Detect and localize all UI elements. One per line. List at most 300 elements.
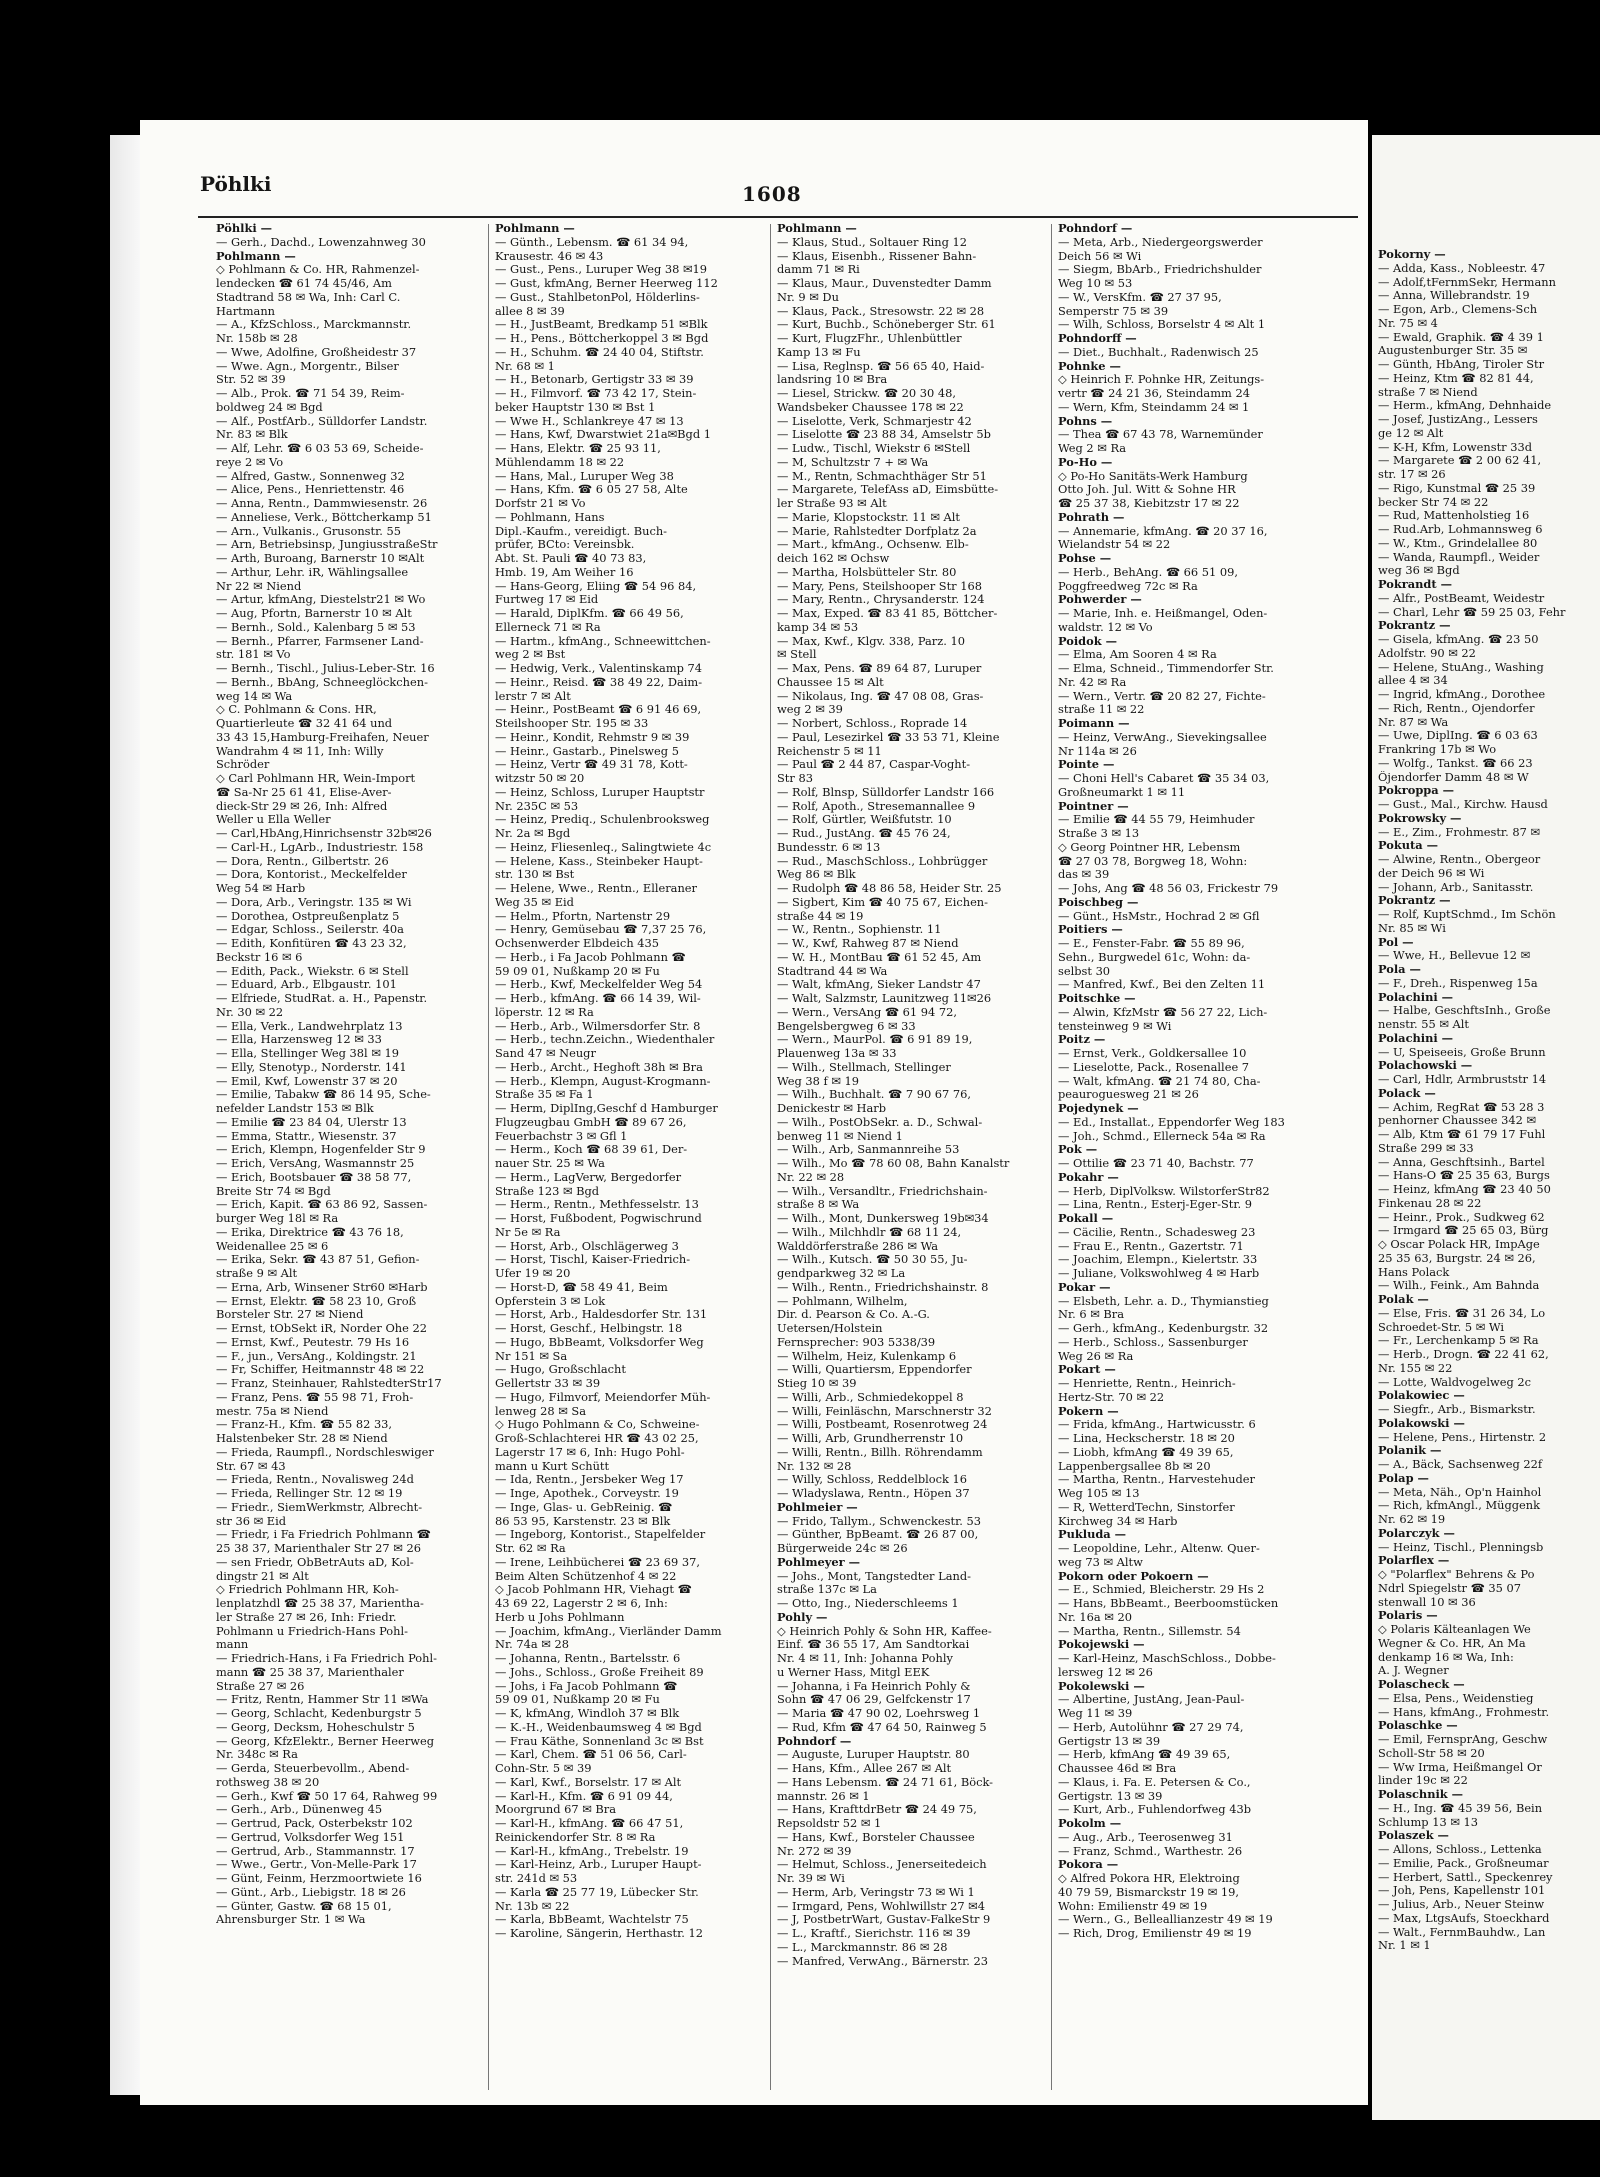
directory-entry-line: ◇ Po-Ho Sanitäts-Werk Hamburg (1058, 469, 1248, 483)
directory-entry-line: straße 8 ✉ Wa (777, 1198, 860, 1212)
directory-entry-line: Pohlmeier — (777, 1500, 858, 1514)
directory-entry-line: Nr. 74a ✉ 28 (495, 1638, 569, 1652)
directory-entry-line: 59 09 01, Nußkamp 20 ✉ Fu (495, 964, 660, 978)
directory-entry-line: — Kurt, Arb., Fuhlendorfweg 43b (1058, 1803, 1251, 1817)
directory-entry-line: — Siegfr., Arb., Bismarkstr. (1378, 1403, 1536, 1416)
directory-entry-line: Wielandstr 54 ✉ 22 (1058, 538, 1171, 552)
directory-entry-line: Pokuta — (1378, 839, 1439, 853)
directory-entry-line: — Gerh., Dachd., Lowenzahnweg 30 (216, 235, 426, 249)
directory-entry-line: Pola — (1378, 963, 1421, 976)
directory-entry-line: — Paul ☎ 2 44 87, Caspar-Voght- (777, 758, 971, 772)
directory-entry-line: Beckstr 16 ✉ 6 (216, 950, 303, 964)
directory-entry-line: Schroedet-Str. 5 ✉ Wi (1378, 1320, 1505, 1334)
directory-entry-line: reye 2 ✉ Vo (216, 455, 284, 469)
directory-entry-line: — W., Kwf, Rahweg 87 ✉ Niend (777, 937, 959, 950)
listing-column-4 (1058, 222, 1356, 1941)
directory-entry-line: — Wwe., Gertr., Von-Melle-Park 17 (216, 1858, 417, 1872)
directory-entry-line: Pokora — (1058, 1858, 1119, 1872)
directory-entry-line: weg 2 ✉ 39 (777, 703, 843, 717)
directory-entry-line: — Klaus, Pack., Stresowstr. 22 ✉ 28 (777, 304, 985, 318)
directory-entry-line: nefelder Landstr 153 ✉ Blk (216, 1102, 374, 1115)
running-header-name: Pöhlki (200, 172, 272, 196)
directory-entry-line: — Arthur, Lehr. iR, Wählingsallee (216, 565, 409, 579)
directory-entry-line: Nr. 348c ✉ Ra (216, 1748, 298, 1762)
directory-entry-line: — Alice, Pens., Henriettenstr. 46 (216, 483, 405, 497)
directory-entry-line: Nr. 16a ✉ 20 (1058, 1610, 1132, 1624)
directory-entry-line: — Heinr., Kondit, Rehmstr 9 ✉ 39 (495, 730, 690, 744)
directory-entry-line: becker Str 74 ✉ 22 (1378, 495, 1489, 509)
directory-entry-line: — Wilh., Arb, Sanmannreihe 53 (777, 1143, 960, 1157)
directory-entry-line: Quartierleute ☎ 32 41 64 und (216, 717, 393, 730)
directory-entry-line: — Alf., PostfArb., Sülldorfer Landstr. (216, 414, 428, 428)
directory-entry-line: — Gust., Pens., Luruper Weg 38 ✉19 (495, 263, 708, 277)
directory-entry-line: — Wolfg., Tankst. ☎ 66 23 (1378, 756, 1533, 770)
directory-entry-line: — Rudolph ☎ 48 86 58, Heider Str. 25 (777, 882, 1002, 895)
directory-entry-line: Flugzeugbau GmbH ☎ 89 67 26, (495, 1115, 687, 1129)
directory-entry-line: — Rich, kfmAngl., Müggenk (1378, 1499, 1541, 1513)
directory-entry-line: — Hans, Elektr. ☎ 25 93 11, (495, 442, 661, 455)
directory-entry-line: Nr. 85 ✉ Wi (1378, 921, 1446, 935)
directory-entry-line: Poischbeg — (1058, 895, 1139, 909)
directory-entry-line: Ahrensburger Str. 1 ✉ Wa (216, 1913, 366, 1927)
directory-entry-line: Polarczyk — (1378, 1526, 1455, 1540)
directory-entry-line: das ✉ 39 (1058, 868, 1110, 882)
directory-entry-line: — Irene, Leihbücherei ☎ 23 69 37, (495, 1555, 700, 1569)
directory-entry-line: — Hans, Kwf., Borsteler Chaussee (777, 1830, 975, 1844)
directory-entry-line: straße 137c ✉ La (777, 1583, 877, 1597)
directory-entry-line: — K-H, Kfm, Lowenstr 33d (1378, 440, 1533, 454)
directory-page (140, 120, 1368, 2105)
directory-entry-line: Dorfstr 21 ✉ Vo (495, 497, 586, 510)
directory-entry-line: — W. H., MontBau ☎ 61 52 45, Am (777, 950, 982, 964)
directory-entry-line: ◇ Alfred Pokora HR, Elektroing (1058, 1872, 1240, 1885)
directory-entry-line: — Hans-Georg, Eliing ☎ 54 96 84, (495, 579, 697, 593)
directory-entry-line: — Manfred, VerwAng., Bärnerstr. 23 (777, 1954, 989, 1968)
directory-entry-line: — Rolf, Apoth., Stresemannallee 9 (777, 799, 976, 813)
directory-entry-line: tensteinweg 9 ✉ Wi (1058, 1019, 1172, 1033)
directory-entry-line: — Lina, Rentn., Esterj-Eger-Str. 9 (1058, 1198, 1253, 1212)
directory-entry-line: Großneumarkt 1 ✉ 11 (1058, 785, 1186, 799)
directory-entry-line: Öjendorfer Damm 48 ✉ W (1378, 770, 1529, 784)
directory-entry-line: Pohns — (1058, 414, 1113, 428)
directory-entry-line: Nr. 6 ✉ Bra (1058, 1308, 1125, 1322)
directory-entry-line: Breite Str 74 ✉ Bgd (216, 1184, 331, 1198)
directory-entry-line: Pohrath — (1058, 510, 1125, 524)
directory-entry-line: — Johann, Arb., Sanitasstr. (1378, 880, 1534, 894)
directory-entry-line: — Frido, Tallym., Schwenckestr. 53 (777, 1514, 982, 1528)
directory-entry-line: — Bernh., BbAng, Schneeglöckchen- (216, 675, 428, 689)
directory-entry-line: ◇ Hugo Pohlmann & Co, Schweine- (495, 1418, 700, 1432)
directory-entry-line: — Horst, Arb., Olschlägerweg 3 (495, 1239, 679, 1253)
directory-entry-line: — Paul, Lesezirkel ☎ 33 53 71, Kleine (777, 730, 1000, 744)
directory-entry-line: boldweg 24 ✉ Bgd (216, 400, 323, 414)
directory-entry-line: Straße 123 ✉ Bgd (495, 1184, 600, 1198)
directory-entry-line: — Gertrud, Pack, Osterbekstr 102 (216, 1817, 413, 1830)
directory-entry-line: straße 9 ✉ Alt (216, 1267, 298, 1280)
directory-entry-line: — Charl, Lehr ☎ 59 25 03, Fehr (1378, 605, 1566, 619)
directory-entry-line: Str. 67 ✉ 43 (216, 1459, 286, 1473)
directory-entry-line: — Lieselotte, Pack., Rosenallee 7 (1058, 1060, 1250, 1074)
directory-entry-line: — Artur, kfmAng, Diestelstr21 ✉ Wo (216, 593, 426, 607)
directory-entry-line: der Deich 96 ✉ Wi (1378, 866, 1485, 880)
directory-entry-line: — Meta, Näh., Op'n Hainhol (1378, 1485, 1542, 1499)
directory-entry-line: — Alb, Ktm ☎ 61 79 17 Fuhl (1378, 1128, 1546, 1141)
directory-entry-line: — Heinz, Prediq., Schulenbrooksweg (495, 813, 710, 827)
directory-entry-line: Weg 11 ✉ 39 (1058, 1707, 1133, 1720)
directory-entry-line: — Wilh., Mo ☎ 78 60 08, Bahn Kanalstr (777, 1157, 1010, 1170)
directory-entry-line: — Heinr., PostBeamt ☎ 6 91 46 69, (495, 703, 702, 717)
directory-entry-line: — H., Filmvorf. ☎ 73 42 17, Stein- (495, 387, 697, 400)
directory-entry-line: — W., Rentn., Sophienstr. 11 (777, 923, 942, 937)
directory-entry-line: Polaris — (1378, 1609, 1438, 1623)
directory-entry-line: — Ingrid, kfmAng., Dorothee (1378, 688, 1546, 701)
directory-entry-line: — Ww Irma, Heißmangel Or (1378, 1760, 1542, 1774)
directory-entry-line: — Frieda, Raumpfl., Nordschleswiger (216, 1445, 434, 1459)
directory-entry-line: Pohnke — (1058, 359, 1121, 373)
directory-entry-line: — Karl-H., kfmAng., Trebelstr. 19 (495, 1844, 689, 1858)
directory-entry-line: — Ottilie ☎ 23 71 40, Bachstr. 77 (1058, 1157, 1254, 1170)
directory-entry-line: Weg 38 f ✉ 19 (777, 1074, 860, 1088)
directory-entry-line: — Johanna, i Fa Heinrich Pohly & (777, 1679, 971, 1693)
directory-entry-line: Weller u Ella Weller (216, 813, 331, 827)
directory-entry-line: Kirchweg 34 ✉ Harb (1058, 1514, 1178, 1528)
directory-entry-line: — Ludw., Tischl, Wiekstr 6 ✉Stell (777, 442, 971, 455)
directory-entry-line: denkamp 16 ✉ Wa, Inh: (1378, 1650, 1514, 1664)
directory-entry-line: str. 17 ✉ 26 (1378, 468, 1446, 481)
directory-entry-line: Plauenweg 13a ✉ 33 (777, 1047, 897, 1060)
directory-entry-line: — Herb., Archt., Heghoft 38h ✉ Bra (495, 1060, 703, 1074)
directory-entry-line: — Harald, DiplKfm. ☎ 66 49 56, (495, 607, 684, 620)
directory-entry-line: Pohndorf — (777, 1734, 852, 1748)
directory-entry-line: Straße 299 ✉ 33 (1378, 1141, 1474, 1155)
directory-entry-line: Pohlmann — (495, 222, 575, 235)
directory-entry-line: Nr. 83 ✉ Blk (216, 428, 288, 442)
directory-entry-line: — Kurt, Buchb., Schöneberger Str. 61 (777, 318, 996, 332)
directory-entry-line: — Pohlmann, Hans (495, 510, 605, 524)
directory-entry-line: — Helm., Pfortn, Nartenstr 29 (495, 909, 671, 923)
directory-entry-line: Polarflex — (1378, 1554, 1450, 1568)
directory-entry-line: — Helmut, Schloss., Jenerseitedeich (777, 1858, 987, 1872)
directory-entry-line: witzstr 50 ✉ 20 (495, 772, 585, 785)
directory-entry-line: — Heinz, kfmAng ☎ 23 40 50 (1378, 1183, 1551, 1196)
directory-entry-line: — Herb, Autolühnr ☎ 27 29 74, (1058, 1720, 1244, 1734)
directory-entry-line: — Anna, Willebrandstr. 19 (1378, 289, 1530, 303)
directory-entry-line: Polachowski — (1378, 1059, 1473, 1073)
directory-entry-line: — Arth, Buroang, Barnerstr 10 ✉Alt (216, 552, 425, 565)
directory-entry-line: Nr. 132 ✉ 28 (777, 1459, 852, 1473)
directory-entry-line: mann u Kurt Schütt (495, 1459, 610, 1473)
directory-entry-line: deich 162 ✉ Ochsw (777, 552, 890, 565)
directory-entry-line: — Gerh., Kwf ☎ 50 17 64, Rahweg 99 (216, 1789, 438, 1803)
directory-entry-line: mestr. 75a ✉ Niend (216, 1404, 329, 1418)
directory-entry-line: — Ernst, tObSekt iR, Norder Ohe 22 (216, 1322, 427, 1335)
directory-entry-line: — Rigo, Kunstmal ☎ 25 39 (1378, 481, 1536, 495)
directory-entry-line: — Wilhelm, Heiz, Kulenkamp 6 (777, 1349, 957, 1363)
directory-entry-line: — Wladyslawa, Rentn., Höpen 37 (777, 1487, 970, 1500)
directory-entry-line: Pol — (1378, 935, 1414, 949)
directory-entry-line: selbst 30 (1058, 964, 1111, 978)
directory-entry-line: Nr. 1 ✉ 1 (1378, 1939, 1431, 1953)
directory-entry-line: weg 73 ✉ Altw (1058, 1555, 1143, 1569)
directory-entry-line: Poitz — (1058, 1033, 1106, 1047)
directory-entry-line: Pointe — (1058, 758, 1115, 772)
directory-entry-line: — Erich, Bootsbauer ☎ 38 58 77, (216, 1170, 412, 1184)
directory-entry-line: Sehn., Burgwedel 61c, Wohn: da- (1058, 950, 1251, 964)
directory-entry-line: — Wern., MaurPol. ☎ 6 91 89 19, (777, 1033, 973, 1047)
directory-entry-line: beker Hauptstr 130 ✉ Bst 1 (495, 400, 656, 414)
directory-entry-line: Nr. 62 ✉ 19 (1378, 1513, 1446, 1526)
directory-entry-line: Beim Alten Schützenhof 4 ✉ 22 (495, 1569, 677, 1583)
directory-entry-line: — Arn., Vulkanis., Grusonstr. 55 (216, 524, 402, 538)
directory-entry-line: — Rud.Arb, Lohmannsweg 6 (1378, 523, 1543, 536)
directory-entry-line: — Martha, Rentn., Harvestehuder (1058, 1473, 1255, 1487)
directory-entry-line: Abt. St. Pauli ☎ 40 73 83, (495, 552, 647, 565)
directory-entry-line: — Ewald, Graphik. ☎ 4 39 1 (1378, 330, 1544, 344)
directory-entry-line: ler Straße 27 ✉ 26, Inh: Friedr. (216, 1610, 397, 1624)
directory-entry-line: Nr 114a ✉ 26 (1058, 744, 1137, 758)
listing-column-5 (1378, 248, 1600, 1953)
directory-entry-line: Pokojewski — (1058, 1638, 1145, 1652)
directory-entry-line: — Günt., HsMstr., Hochrad 2 ✉ Gfl (1058, 909, 1260, 923)
directory-entry-line: Poitschke — (1058, 992, 1136, 1005)
directory-entry-line: weg 2 ✉ Bst (495, 648, 566, 662)
directory-entry-line: — Hans Lebensm. ☎ 24 71 61, Böck- (777, 1775, 994, 1789)
directory-entry-line: — Choni Hell's Cabaret ☎ 35 34 03, (1058, 772, 1270, 785)
directory-entry-line: 40 79 59, Bismarckstr 19 ✉ 19, (1058, 1885, 1240, 1899)
directory-entry-line: — Emilie, Pack., Großneumar (1378, 1856, 1549, 1870)
directory-entry-line: — Günth., Lebensm. ☎ 61 34 94, (495, 235, 689, 249)
directory-entry-line: — Edith, Pack., Wiekstr. 6 ✉ Stell (216, 964, 409, 978)
directory-entry-line: — Liobh, kfmAng ☎ 49 39 65, (1058, 1445, 1234, 1459)
directory-entry-line: — Edgar, Schloss., Seilerstr. 40a (216, 923, 404, 937)
directory-entry-line: Pokorn oder Pokoern — (1058, 1569, 1209, 1583)
directory-entry-line: — Wern, Kfm, Steindamm 24 ✉ 1 (1058, 400, 1250, 414)
directory-entry-line: Steilshooper Str. 195 ✉ 33 (495, 717, 649, 730)
directory-entry-line: — A., Bäck, Sachsenweg 22f (1378, 1458, 1543, 1471)
directory-entry-line: str. 241d ✉ 53 (495, 1872, 578, 1885)
directory-entry-line: Weg 35 ✉ Eid (495, 895, 574, 909)
directory-entry-line: Nr. 30 ✉ 22 (216, 1005, 284, 1019)
directory-entry-line: Pointner — (1058, 799, 1129, 813)
directory-entry-line: Einf. ☎ 36 55 17, Am Sandtorkai (777, 1638, 970, 1652)
directory-entry-line: — Anna, Geschftsinh., Bartel (1378, 1155, 1545, 1169)
directory-entry-line: Hans Polack (1378, 1265, 1450, 1279)
directory-entry-line: Dipl.-Kaufm., vereidigt. Buch- (495, 524, 668, 538)
directory-entry-line: — Helene, Kass., Steinbeker Haupt- (495, 854, 703, 868)
directory-entry-line: — Willi, Postbeamt, Rosenrotweg 24 (777, 1418, 988, 1432)
directory-entry-line: Reinickendorfer Str. 8 ✉ Ra (495, 1830, 656, 1844)
directory-entry-line: Pojedynek — (1058, 1102, 1139, 1115)
directory-entry-line: — Lotte, Waldvogelweg 2c (1378, 1375, 1532, 1389)
directory-entry-line: — H., JustBeamt, Bredkamp 51 ✉Blk (495, 318, 708, 332)
directory-entry-line: ☎ Sa-Nr 25 61 41, Elise-Aver- (216, 785, 392, 799)
directory-entry-line: Finkenau 28 ✉ 22 (1378, 1196, 1482, 1210)
directory-entry-line: Nr. 22 ✉ 28 (777, 1170, 845, 1184)
directory-entry-line: Gertigstr 13 ✉ 39 (1058, 1734, 1161, 1748)
directory-entry-line: burger Weg 18l ✉ Ra (216, 1212, 339, 1225)
directory-entry-line: — Hans-O ☎ 25 35 63, Burgs (1378, 1169, 1550, 1183)
directory-entry-line: — Georg, Schlacht, Kedenburgstr 5 (216, 1707, 422, 1720)
directory-entry-line: — Herb., Drogn. ☎ 22 41 62, (1378, 1348, 1549, 1361)
directory-entry-line: Poggfreedweg 72c ✉ Ra (1058, 579, 1198, 593)
listing-column-2 (495, 222, 763, 1941)
directory-entry-line: — W., Ktm., Grindelallee 80 (1378, 536, 1538, 550)
directory-entry-line: — Wilh., Milchhdlr ☎ 68 11 24, (777, 1225, 962, 1239)
directory-entry-line: — Willi, Arb., Schmiedekoppel 8 (777, 1390, 964, 1404)
directory-entry-line: — Frieda, Rellinger Str. 12 ✉ 19 (216, 1487, 403, 1500)
directory-entry-line: str 36 ✉ Eid (216, 1514, 287, 1528)
directory-entry-line: Polanik — (1378, 1444, 1442, 1458)
directory-entry-line: Polakowski — (1378, 1416, 1465, 1430)
directory-entry-line: Nr. 75 ✉ 4 (1378, 316, 1438, 330)
directory-entry-line: — Erika, Direktrice ☎ 43 76 18, (216, 1225, 404, 1239)
directory-entry-line: — Meta, Arb., Niedergeorgswerder (1058, 235, 1263, 249)
directory-entry-line: — Heinz, Vertr ☎ 49 31 78, Kott- (495, 758, 688, 772)
directory-entry-line: Augustenburger Str. 35 ✉ (1378, 344, 1528, 358)
directory-entry-line: — Wilh., Buchhalt. ☎ 7 90 67 76, (777, 1088, 972, 1102)
directory-entry-line: — Ed., Installat., Eppendorfer Weg 183 (1058, 1115, 1285, 1129)
directory-entry-line: Schlump 13 ✉ 13 (1378, 1815, 1478, 1829)
directory-entry-line: — Julius, Arb., Neuer Steinw (1378, 1898, 1545, 1911)
directory-entry-line: — Hans, kfmAng., Frohmestr. (1378, 1705, 1550, 1719)
directory-entry-line: Po-Ho — (1058, 455, 1113, 469)
directory-entry-line: — Wanda, Raumpfl., Weider (1378, 550, 1540, 564)
directory-entry-line: Nr 22 ✉ Niend (216, 579, 302, 593)
directory-entry-line: — Willi, Arb, Grundherrenstr 10 (777, 1432, 964, 1445)
directory-entry-line: 25 38 37, Marienthaler Str 27 ✉ 26 (216, 1542, 421, 1555)
directory-entry-line: — Cäcilie, Rentn., Schadesweg 23 (1058, 1225, 1256, 1239)
directory-entry-line: — Erna, Arb, Winsener Str60 ✉Harb (216, 1280, 428, 1294)
directory-entry-line: — Horst-D, ☎ 58 49 41, Beim (495, 1280, 668, 1294)
directory-entry-line: Dir. d. Pearson & Co. A.-G. (777, 1308, 930, 1322)
directory-entry-line: Pokrantz — (1378, 894, 1451, 908)
directory-entry-line: — Wwe, Adolfine, Großheidestr 37 (216, 345, 417, 359)
directory-entry-line: — Willi, Quartiersm, Eppendorfer (777, 1363, 972, 1377)
directory-entry-line: — Juliane, Volkswohlweg 4 ✉ Harb (1058, 1267, 1260, 1280)
directory-entry-line: — Emil, Kwf, Lowenstr 37 ✉ 20 (216, 1074, 398, 1088)
directory-entry-line: Straße 27 ✉ 26 (216, 1679, 305, 1693)
directory-entry-line: Polachini — (1378, 990, 1454, 1004)
directory-entry-line: — Klaus, i. Fa. E. Petersen & Co., (1058, 1775, 1251, 1789)
directory-entry-line: Polascheck — (1378, 1678, 1465, 1691)
directory-entry-line: Kamp 13 ✉ Fu (777, 345, 861, 359)
directory-entry-line: Otto Joh. Jul. Witt & Sohne HR (1058, 483, 1236, 497)
directory-entry-line: A. J. Wegner (1378, 1664, 1449, 1678)
directory-entry-line: Nr. 13b ✉ 22 (495, 1899, 570, 1913)
directory-entry-line: — Erich, VersAng, Wasmannstr 25 (216, 1157, 415, 1170)
directory-entry-line: — Franz, Pens. ☎ 55 98 71, Froh- (216, 1390, 414, 1404)
directory-entry-line: Weg 2 ✉ Ra (1058, 442, 1127, 455)
directory-entry-line: rothsweg 38 ✉ 20 (216, 1775, 320, 1789)
directory-entry-line: Pohly — (777, 1610, 828, 1624)
directory-entry-line: — Günt., Arb., Liebigstr. 18 ✉ 26 (216, 1885, 406, 1899)
directory-entry-line: — Willi, Feinläschn, Marschnerstr 32 (777, 1404, 992, 1418)
directory-entry-line: Polaschke — (1378, 1719, 1458, 1733)
directory-entry-line: — Liselotte ☎ 23 88 34, Amselstr 5b (777, 428, 991, 442)
directory-entry-line: — Rolf, Blnsp, Sülldorfer Landstr 166 (777, 785, 995, 799)
directory-entry-line: — Mary, Rentn., Chrysanderstr. 124 (777, 593, 985, 607)
directory-entry-line: — Aug., Arb., Teerosenweg 31 (1058, 1830, 1233, 1844)
directory-entry-line: — Gerh., Arb., Dünenweg 45 (216, 1803, 383, 1817)
directory-entry-line: — Herm., Koch ☎ 68 39 61, Der- (495, 1143, 688, 1157)
directory-entry-line: — sen Friedr, ObBetrAuts aD, Kol- (216, 1555, 414, 1569)
directory-entry-line: Pokar — (1058, 1280, 1111, 1294)
directory-entry-line: — Frida, kfmAng., Hartwicusstr. 6 (1058, 1418, 1256, 1432)
directory-entry-line: — Herb., Klempn, August-Krogmann- (495, 1074, 711, 1088)
directory-entry-line: nenstr. 55 ✉ Alt (1378, 1018, 1469, 1031)
directory-entry-line: — Horst, Geschf., Helbingstr. 18 (495, 1322, 683, 1335)
directory-entry-line: — Elsbeth, Lehr. a. D., Thymianstieg (1058, 1294, 1269, 1308)
directory-entry-line: — Henry, Gemüsebau ☎ 7,37 25 76, (495, 923, 707, 937)
directory-entry-line: — Hans, Kfm., Allee 267 ✉ Alt (777, 1762, 952, 1775)
directory-entry-line: lerstr 7 ✉ Alt (495, 689, 571, 703)
directory-entry-line: Lappenbergsallee 8b ✉ 20 (1058, 1459, 1211, 1473)
directory-entry-line: Repsoldstr 52 ✉ 1 (777, 1817, 882, 1830)
directory-entry-line: — Friedrich-Hans, i Fa Friedrich Pohl- (216, 1652, 437, 1665)
directory-entry-line: ◇ C. Pohlmann & Cons. HR, (216, 703, 377, 717)
directory-entry-line: — Frau Käthe, Sonnenland 3c ✉ Bst (495, 1734, 704, 1748)
directory-entry-line: — Elsa, Pens., Weidenstieg (1378, 1691, 1534, 1705)
directory-entry-line: Pokolewski — (1058, 1679, 1145, 1693)
directory-entry-line: — Ernst, Kwf., Peutestr. 79 Hs 16 (216, 1335, 410, 1349)
directory-entry-line: Wandsbeker Chaussee 178 ✉ 22 (777, 400, 964, 414)
directory-entry-line: — Rich, Rentn., Ojendorfer (1378, 701, 1535, 715)
directory-entry-line: 59 09 01, Nußkamp 20 ✉ Fu (495, 1693, 660, 1707)
directory-entry-line: — Lisa, Reglnsp. ☎ 56 65 40, Haid- (777, 359, 985, 373)
directory-entry-line: Polaschnik — (1378, 1788, 1464, 1801)
directory-entry-line: — Bernh., Sold., Kalenbarg 5 ✉ 53 (216, 620, 416, 634)
directory-entry-line: Moorgrund 67 ✉ Bra (495, 1803, 617, 1817)
directory-entry-line: Wandrahm 4 ✉ 11, Inh: Willy (216, 744, 384, 758)
directory-entry-line: ◇ Oscar Polack HR, ImpAge (1378, 1238, 1540, 1251)
directory-entry-line: Bengelsbergweg 6 ✉ 33 (777, 1019, 916, 1033)
directory-entry-line: — Heinr., Gastarb., Pinelsweg 5 (495, 744, 679, 758)
directory-entry-line: — Heinz, VerwAng., Sievekingsallee (1058, 730, 1267, 744)
directory-entry-line: Straße 35 ✉ Fa 1 (495, 1088, 594, 1102)
directory-entry-line: — Wilh., Feink., Am Bahnda (1378, 1279, 1540, 1293)
directory-entry-line: Krausestr. 46 ✉ 43 (495, 249, 604, 263)
directory-entry-line: Pohlmeyer — (777, 1555, 860, 1569)
listing-column-1 (216, 222, 484, 1927)
directory-entry-line: — Johs, Ang ☎ 48 56 03, Frickestr 79 (1058, 882, 1279, 895)
directory-entry-line: Str 83 (777, 772, 813, 785)
directory-entry-line: — Emilie, Tabakw ☎ 86 14 95, Sche- (216, 1088, 431, 1102)
directory-entry-line: — Horst, Arb., Haldesdorfer Str. 131 (495, 1308, 708, 1322)
directory-entry-line: u Werner Hass, Mitgl EEK (777, 1665, 930, 1679)
directory-entry-line: 25 35 63, Burgstr. 24 ✉ 26, (1378, 1251, 1536, 1265)
directory-entry-line: — Wern., G., Belleallianzestr 49 ✉ 19 (1058, 1913, 1273, 1927)
directory-entry-line: — Hans, Mal., Luruper Weg 38 (495, 469, 674, 483)
directory-entry-line: Furtweg 17 ✉ Eid (495, 593, 599, 607)
directory-entry-line: — Rud, Kfm ☎ 47 64 50, Rainweg 5 (777, 1720, 987, 1734)
directory-entry-line: — Wwe H., Schlankreye 47 ✉ 13 (495, 414, 684, 428)
directory-entry-line: — F., jun., VersAng., Koldingstr. 21 (216, 1349, 417, 1363)
directory-entry-line: Chaussee 15 ✉ Alt (777, 675, 884, 689)
directory-entry-line: — Joh., Schmd., Ellerneck 54a ✉ Ra (1058, 1129, 1266, 1143)
directory-entry-line: — Egon, Arb., Clemens-Sch (1378, 303, 1538, 316)
directory-entry-line: — J, PostbetrWart, Gustav-FalkeStr 9 (777, 1913, 991, 1927)
directory-entry-line: — Liselotte, Verk, Schmarjestr 42 (777, 414, 972, 428)
listing-column-3 (777, 222, 1045, 1968)
directory-entry-line: Deich 56 ✉ Wi (1058, 249, 1142, 263)
directory-entry-line: nauer Str. 25 ✉ Wa (495, 1157, 605, 1170)
directory-entry-line: Scholl-Str 58 ✉ 20 (1378, 1746, 1485, 1760)
directory-entry-line: — Pohlmann, Wilhelm, (777, 1294, 908, 1308)
directory-entry-line: — Walt, kfmAng. ☎ 21 74 80, Cha- (1058, 1074, 1261, 1088)
directory-entry-line: — Helene, StuAng., Washing (1378, 660, 1544, 674)
column-divider (770, 224, 771, 2090)
directory-entry-line: — Mary, Pens, Steilshooper Str 168 (777, 579, 982, 593)
